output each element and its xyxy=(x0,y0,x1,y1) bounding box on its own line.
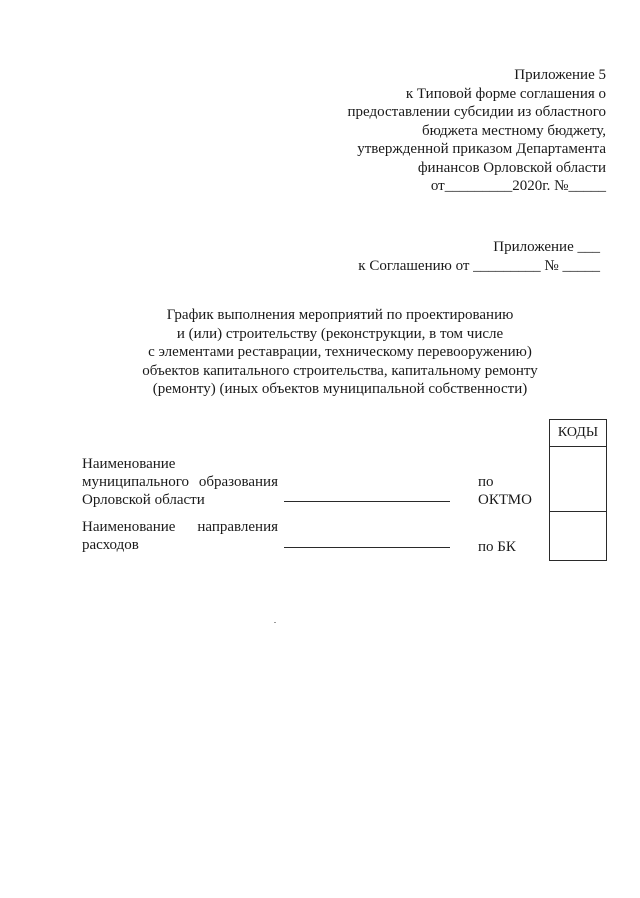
title-line: объектов капитального строительства, капитальному ремонту xyxy=(142,362,538,379)
title-line: и (или) строительству (реконструкции, в том числе xyxy=(176,325,504,342)
expense-direction-label xyxy=(82,518,278,554)
codes-table xyxy=(549,419,607,561)
title-line: с элементами реставрации, техническому перевооружению) xyxy=(148,344,532,360)
appendix-header-line: финансов Орловской области xyxy=(417,159,606,176)
municipality-label-line: муниципального образования xyxy=(82,474,278,490)
municipality-label xyxy=(82,455,278,509)
document-title xyxy=(120,306,560,399)
oktmo-label-line: ОКТМО xyxy=(478,492,532,508)
agreement-appendix-number: Приложение ___ xyxy=(493,239,600,255)
title-line: График выполнения мероприятий по проектированию xyxy=(166,307,514,323)
municipality-label-line: Орловской области xyxy=(82,492,205,508)
appendix-header-line: к Типовой форме соглашения о xyxy=(405,85,606,102)
expense-direction-label-line: расходов xyxy=(82,537,139,553)
bk-code-cell[interactable] xyxy=(550,512,607,561)
expense-direction-label-line: Наименование направления xyxy=(82,519,278,535)
bk-label: по БК xyxy=(478,539,516,555)
appendix-header-line: предоставлении субсидии из областного xyxy=(347,104,606,120)
agreement-date-number: к Соглашению от _________ № _____ xyxy=(358,258,600,274)
oktmo-label xyxy=(478,473,532,509)
title-line: (ремонту) (иных объектов муниципальной собственности) xyxy=(152,381,528,397)
appendix-header xyxy=(276,66,606,196)
municipality-label-line: Наименование xyxy=(82,456,176,472)
oktmo-code-cell[interactable] xyxy=(550,447,607,512)
oktmo-label-line: по xyxy=(478,474,494,490)
appendix-header-line: бюджета местному бюджету, xyxy=(421,122,606,139)
appendix-header-line: утвержденной приказом Департамента xyxy=(357,141,606,157)
appendix-header-line: Приложение 5 xyxy=(514,67,606,83)
agreement-appendix-reference xyxy=(270,238,600,276)
appendix-header-line: от_________2020г. №_____ xyxy=(430,178,606,194)
municipality-fill-line[interactable] xyxy=(284,501,450,502)
scan-artifact xyxy=(274,622,276,623)
codes-header: КОДЫ xyxy=(550,420,607,447)
expense-direction-fill-line[interactable] xyxy=(284,547,450,548)
